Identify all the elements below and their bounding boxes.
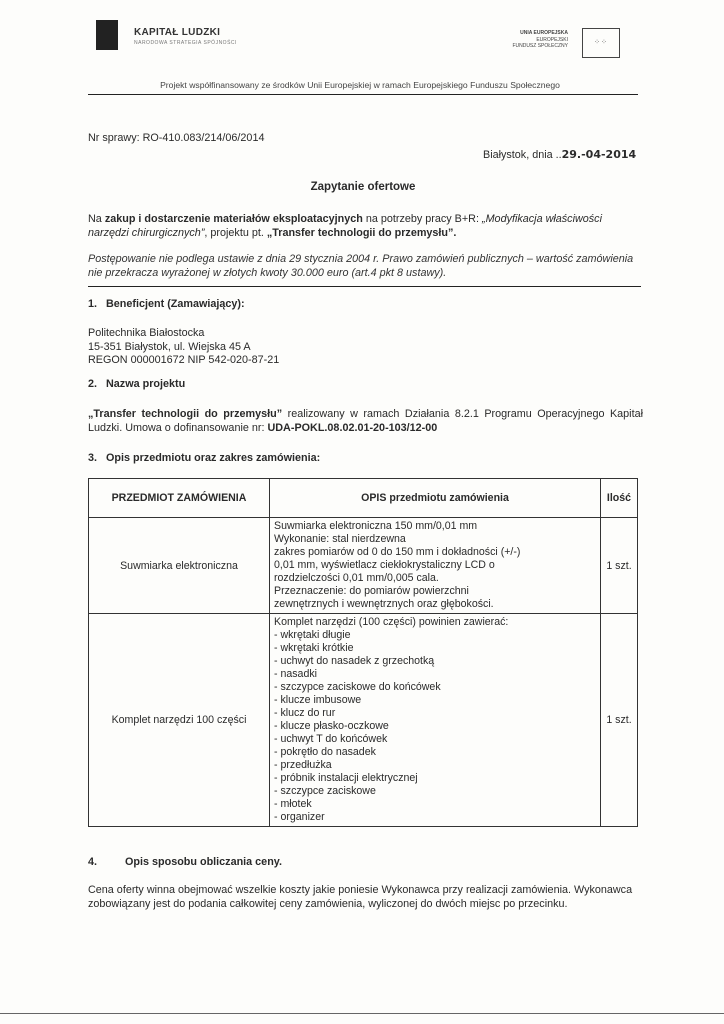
beneficiary-name: Politechnika Białostocka: [88, 327, 205, 339]
section1-heading: 1. Beneficjent (Zamawiający):: [88, 298, 245, 310]
row-quantity: 1 szt.: [601, 614, 638, 827]
section2-heading: 2. Nazwa projektu: [88, 378, 186, 390]
program-logo-subtitle: NARODOWA STRATEGIA SPÓJNOŚCI: [134, 40, 237, 46]
project-paragraph: [88, 408, 643, 435]
row-description: [270, 518, 601, 614]
intro-text-2: na potrzeby pracy B+R:: [365, 213, 479, 225]
header-quantity: Ilość: [601, 479, 638, 518]
row-quantity: 1 szt.: [601, 518, 638, 614]
intro-text-3: , projektu pt.: [204, 226, 264, 239]
header-item: PRZEDMIOT ZAMÓWIENIA: [89, 479, 270, 518]
cofinancing-caption: Projekt współfinansowany ze środków Unii Europejskiej w ramach Europejskiego Funduszu Społecznego: [160, 80, 560, 90]
intro-paragraph: [88, 213, 643, 240]
document-title: Zapytanie ofertowe: [310, 181, 416, 193]
place-date: [483, 148, 636, 161]
eu-logo-text: [492, 30, 568, 50]
beneficiary-ids: REGON 000001672 NIP 542-020-87-21: [88, 354, 280, 366]
desc-line: - przedłużka: [274, 759, 332, 771]
table-row: [89, 518, 638, 614]
desc-line: zewnętrznych i wewnętrznych oraz głębokości.: [274, 598, 494, 610]
desc-line: - nasadki: [274, 668, 317, 680]
legal-note: Postępowanie nie podlega ustawie z dnia 29 stycznia 2004 r. Prawo zamówień publicznych – wartość zamówienia nie przekracza wyrażonej w złotych kwoty 30.000 euro (art.4 pkt 8 ustawy).: [88, 253, 634, 279]
eu-text-line1: UNIA EUROPEJSKA: [520, 30, 568, 36]
desc-line: Wykonanie: stal nierdzewna: [274, 533, 406, 545]
eu-text-line2: EUROPEJSKI: [536, 36, 568, 43]
project-name: „Transfer technologii do przemysłu”: [88, 408, 283, 420]
place-date-prefix: Białystok, dnia ..: [483, 149, 562, 161]
intro-project-title: „Transfer technologii do przemysłu”.: [266, 226, 457, 239]
kapital-ludzki-logo-icon: [96, 20, 118, 50]
intro-research-title: „Modyfikacja właściwości narzędzi chirurgicznych”: [88, 213, 602, 239]
table-row: [89, 614, 638, 827]
row-item: Suwmiarka elektroniczna: [89, 518, 270, 614]
desc-line: 0,01 mm, wyświetlacz ciekłokrystaliczny LCD o: [274, 559, 495, 571]
desc-line: - klucze płasko-oczkowe: [274, 720, 389, 732]
order-table: [88, 478, 638, 827]
desc-line: - wkrętaki długie: [274, 629, 351, 641]
header-description: OPIS przedmiotu zamówienia: [270, 479, 601, 518]
desc-line: - młotek: [274, 798, 312, 810]
row-item: Komplet narzędzi 100 części: [89, 614, 270, 827]
desc-line: - organizer: [274, 811, 325, 823]
section4-heading: [88, 856, 282, 868]
desc-line: - klucz do rur: [274, 707, 336, 719]
desc-line: - próbnik instalacji elektrycznej: [274, 772, 418, 784]
desc-line: - uchwyt do nasadek z grzechotką: [274, 655, 435, 667]
eu-text-line3: FUNDUSZ SPOŁECZNY: [512, 43, 568, 49]
desc-line: - pokrętło do nasadek: [274, 746, 376, 758]
section4-title: Opis sposobu obliczania ceny.: [125, 856, 282, 868]
case-number: Nr sprawy: RO-410.083/214/06/2014: [88, 132, 265, 144]
project-description: realizowany w ramach Działania 8.2.1 Programu Operacyjnego Kapitał Ludzki. Umowa o dofinansowanie nr:: [88, 408, 643, 434]
desc-line: rozdzielczości 0,01 mm/0,005 cala.: [274, 572, 439, 584]
page-bottom-edge: [0, 1013, 724, 1014]
desc-line: Przeznaczenie: do pomiarów powierzchni: [274, 585, 469, 597]
section4-number: 4.: [88, 856, 98, 868]
row-description: [270, 614, 601, 827]
desc-line: zakres pomiarów od 0 do 150 mm i dokładności (+/-): [274, 546, 521, 558]
note-divider: [88, 286, 641, 287]
header-divider: [88, 94, 638, 95]
desc-line: - szczypce zaciskowe do końcówek: [274, 681, 441, 693]
desc-line: - klucze imbusowe: [274, 694, 362, 706]
handwritten-date: 29.-04-2014: [561, 148, 637, 161]
desc-line: - uchwyt T do końcówek: [274, 733, 388, 745]
desc-line: Suwmiarka elektroniczna 150 mm/0,01 mm: [274, 520, 478, 532]
intro-bold-subject: zakup i dostarczenie materiałów eksploatacyjnych: [104, 213, 363, 225]
price-paragraph: Cena oferty winna obejmować wszelkie koszty jakie poniesie Wykonawca przy realizacji zamówienia. Wykonawca zobowiązany jest do podania całkowitej ceny zamówienia, wyliczonej do dwóch miejsc po przecinku.: [88, 884, 633, 910]
intro-text-1: Na: [88, 213, 102, 225]
desc-line: Komplet narzędzi (100 części) powinien zawierać:: [274, 616, 509, 628]
eu-flag-icon: ⁘⁘: [582, 28, 620, 58]
beneficiary-address: 15-351 Białystok, ul. Wiejska 45 A: [88, 340, 251, 353]
section3-heading: 3. Opis przedmiotu oraz zakres zamówienia:: [88, 452, 321, 464]
beneficiary-block: [88, 327, 279, 368]
table-header-row: [89, 479, 638, 518]
desc-line: - szczypce zaciskowe: [274, 785, 376, 797]
desc-line: - wkrętaki krótkie: [274, 642, 354, 654]
agreement-number: UDA-POKL.08.02.01-20-103/12-00: [267, 421, 438, 434]
program-logo-text: KAPITAŁ LUDZKI: [134, 27, 221, 38]
